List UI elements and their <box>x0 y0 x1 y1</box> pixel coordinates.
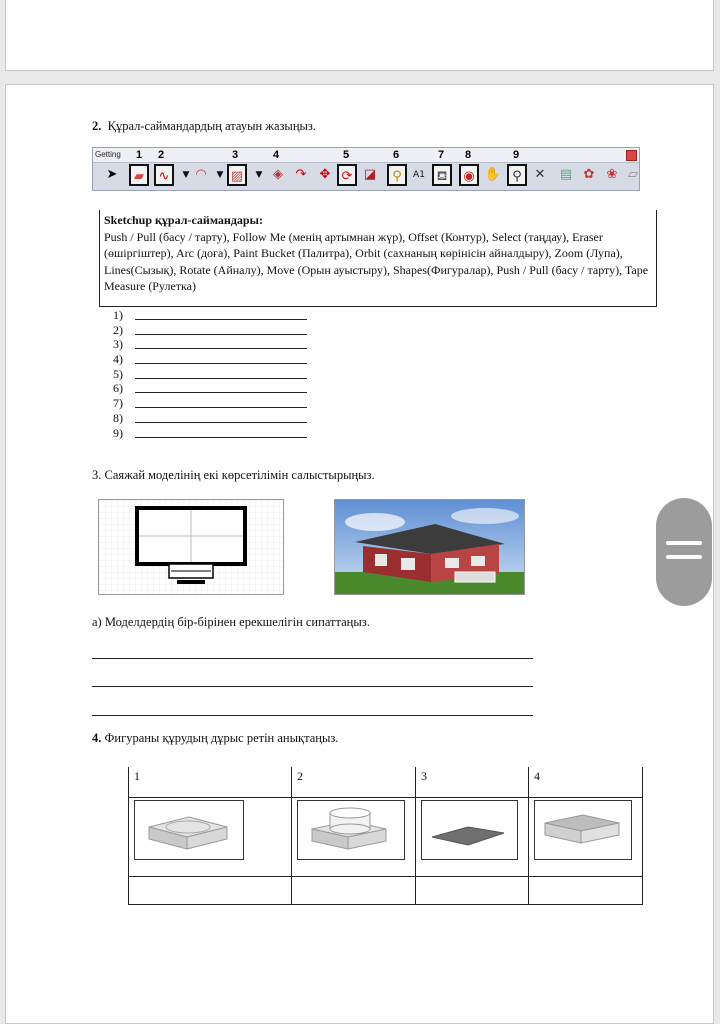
tool-number-3: 3 <box>232 149 239 161</box>
list-item <box>113 352 333 367</box>
line-pencil-icon: ∿ <box>154 164 174 186</box>
answer-blank[interactable] <box>135 422 307 423</box>
answer-cell-3[interactable] <box>416 877 529 905</box>
paint-bucket-icon: ⛾ <box>432 164 452 186</box>
answer-blank[interactable] <box>135 334 307 335</box>
list-item <box>113 308 333 323</box>
extension-icon: ❀ <box>606 167 618 182</box>
pan-hand-icon: ✋ <box>484 167 502 182</box>
figure-4-image <box>534 800 632 860</box>
column-number-4: 4 <box>529 767 643 798</box>
answer-cell-1[interactable] <box>129 877 292 905</box>
arc-icon: ◠ <box>195 167 207 182</box>
figure-3-image <box>421 800 518 860</box>
dropdown-arrow-icon: ▼ <box>182 170 190 180</box>
answer-blank[interactable] <box>135 348 307 349</box>
answer-blank[interactable] <box>135 363 307 364</box>
figure-order-table <box>128 767 643 905</box>
answer-blank[interactable] <box>135 392 307 393</box>
list-item <box>113 323 333 338</box>
previous-page <box>5 0 714 71</box>
list-number: 7) <box>113 396 123 411</box>
list-number: 2) <box>113 322 123 337</box>
question-2-number: 2. <box>92 119 102 133</box>
figure-cell-2 <box>292 798 416 877</box>
question-3a-text: а) Моделдердің бір-бірінен ерекшелігін сипаттаңыз. <box>92 615 370 629</box>
push-pull-icon: ◈ <box>273 167 283 182</box>
tool-number-4: 4 <box>273 149 280 161</box>
answer-blank[interactable] <box>135 378 307 379</box>
components-icon: ✿ <box>583 167 595 182</box>
scroll-handle[interactable] <box>656 498 712 606</box>
eraser-icon: ▰ <box>129 164 149 186</box>
tool-number-5: 5 <box>343 149 350 161</box>
list-number: 4) <box>113 352 123 367</box>
figure-2-image <box>297 800 405 860</box>
handle-grip-line-icon <box>666 541 702 545</box>
offset-icon: ◪ <box>363 167 377 182</box>
toolbar-label: Getting <box>95 150 121 159</box>
answer-line-3[interactable] <box>92 715 533 716</box>
tools-info-box <box>99 210 657 307</box>
select-arrow-icon: ➤ <box>106 167 118 182</box>
tools-box-text: Push / Pull (басу / тарту), Follow Me (менің артымнан жүр), Offset (Контур), Select (таңдау), Eraser (өшіргіштер), Arc (доға), Paint Bucket (Палитра), Orbit (сахнаның көрінісін айналдыру), Zoom (Лупа), Lines(Сызық), Rotate (Айналу), Move (Орын ауыстыру), Shapes(Фигуралар), Push / Pull (басу / тарту), Tape Measure (Рулетка) <box>104 229 649 293</box>
share-model-icon: ▱ <box>628 167 638 182</box>
list-number: 1) <box>113 308 123 322</box>
close-icon <box>626 150 637 161</box>
follow-me-icon: ↷ <box>295 167 307 182</box>
shapes-rectangle-icon: ▨ <box>227 164 247 186</box>
list-number: 5) <box>113 366 123 381</box>
answer-line-1[interactable] <box>92 658 533 659</box>
figure-1-image <box>134 800 244 860</box>
sketchup-toolbar-image <box>92 147 640 191</box>
column-number-3: 3 <box>416 767 529 798</box>
answer-blank[interactable] <box>135 437 307 438</box>
rotate-icon: ⟳ <box>337 164 357 186</box>
question-2-title <box>92 119 316 134</box>
tools-box-heading: Sketchup құрал-саймандары: <box>104 213 263 227</box>
tool-number-1: 1 <box>136 149 143 161</box>
question-4-text: Фигураны құрудың дұрыс ретін анықтаңыз. <box>104 731 339 745</box>
3d-warehouse-icon: ▤ <box>559 167 573 182</box>
text-tool-icon: A1 <box>413 170 425 180</box>
figure-cell-1 <box>129 798 292 877</box>
list-number: 6) <box>113 381 123 396</box>
figure-cell-4 <box>529 798 643 877</box>
column-number-2: 2 <box>292 767 416 798</box>
list-item <box>113 411 333 426</box>
dropdown-arrow-icon: ▼ <box>255 170 263 180</box>
tool-number-7: 7 <box>438 149 445 161</box>
floor-plan-image <box>98 499 284 595</box>
figure-cell-3 <box>416 798 529 877</box>
column-number-1: 1 <box>129 767 292 798</box>
zoom-icon: ⚲ <box>507 164 527 186</box>
question-4-number: 4. <box>92 731 102 745</box>
tool-number-9: 9 <box>513 149 520 161</box>
answer-cell-4[interactable] <box>529 877 643 905</box>
move-icon: ✥ <box>319 167 331 182</box>
house-drawing <box>335 500 525 595</box>
worksheet-page <box>5 84 714 1024</box>
question-4-title <box>92 731 338 746</box>
handle-grip-line-icon <box>666 555 702 559</box>
tool-number-8: 8 <box>465 149 472 161</box>
answer-blank[interactable] <box>135 319 307 320</box>
question-2-text: Құрал-саймандардың атауын жазыңыз. <box>107 119 316 133</box>
tool-number-2: 2 <box>158 149 165 161</box>
answer-line-2[interactable] <box>92 686 533 687</box>
dropdown-arrow-icon: ▼ <box>216 170 224 180</box>
list-number: 3) <box>113 337 123 352</box>
answer-list <box>113 308 333 440</box>
orbit-icon: ◉ <box>459 164 479 186</box>
question-3-title: 3. Саяжай моделінің екі көрсетілімін салыстырыңыз. <box>92 468 375 482</box>
answer-blank[interactable] <box>135 407 307 408</box>
list-number: 8) <box>113 410 123 425</box>
3d-house-image <box>334 499 525 595</box>
toolbar-title-strip <box>93 148 639 163</box>
floor-plan-drawing <box>99 500 284 595</box>
list-item <box>113 396 333 411</box>
tape-measure-icon: ⚲ <box>387 164 407 186</box>
list-item <box>113 381 333 396</box>
list-item <box>113 426 333 441</box>
list-item <box>113 337 333 352</box>
list-number: 9) <box>113 425 123 440</box>
zoom-extents-icon: ✕ <box>534 167 546 182</box>
tool-number-6: 6 <box>393 149 400 161</box>
answer-cell-2[interactable] <box>292 877 416 905</box>
list-item <box>113 367 333 382</box>
